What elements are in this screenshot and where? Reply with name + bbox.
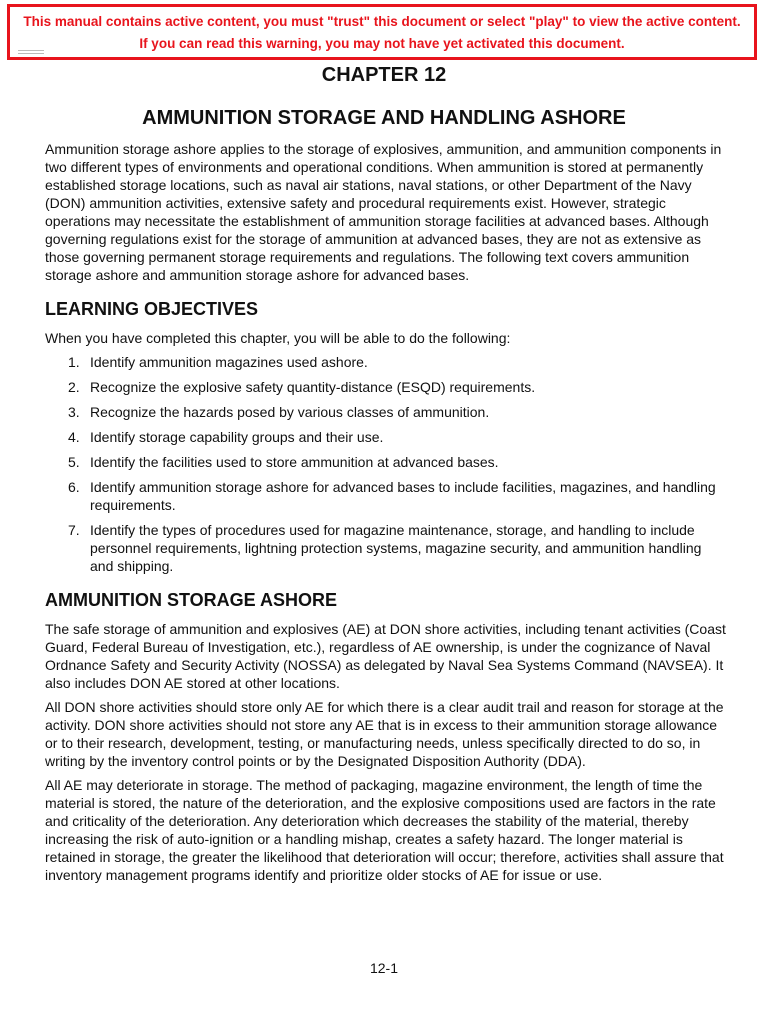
storage-paragraph-3: All AE may deteriorate in storage. The method of packaging, magazine environment, the length of time the material is stored, the nature of the deterioration, and the explosive compositions used are factors in the rate and criticality of the deterioration. Any deterioration which decreases the stability of the material, thereby increasing the risk of auto-ignition or a handling mishap, creates a safety hazard. The longer material is retained in storage, the greater the likelihood that deterioration will occur; therefore, activities shall assure that inventory management programs identify and prioritize older stocks of AE for issue or use. — [45, 777, 724, 883]
storage-paragraph-1: The safe storage of ammunition and explosives (AE) at DON shore activities, including tenant activities (Coast Guard, Federal Bureau of Investigation, etc.), regardless of AE ownership, is under the cognizance of Naval Ordnance Safety and Security Activity (NOSSA) as delegated by Naval Sea Systems Command (NAVSEA). It also includes DON AE stored at other locations. — [45, 621, 726, 691]
chapter-title: AMMUNITION STORAGE AND HANDLING ASHORE — [142, 107, 626, 129]
list-item-number: 2. — [68, 379, 80, 395]
storage-ashore-heading: AMMUNITION STORAGE ASHORE — [45, 590, 338, 610]
list-item-text: Identify ammunition storage ashore for advanced bases to include facilities, magazines, and handling requirements. — [90, 479, 716, 513]
list-item-number: 4. — [68, 429, 80, 445]
list-item — [45, 453, 727, 471]
objectives-lead: When you have completed this chapter, you will be able to do the following: — [45, 330, 511, 346]
objectives-list — [45, 353, 727, 575]
list-item-text: Identify the facilities used to store ammunition at advanced bases. — [90, 454, 499, 470]
list-item — [45, 428, 727, 446]
list-item — [45, 378, 727, 396]
list-item-text: Identify ammunition magazines used ashore. — [90, 354, 368, 370]
chapter-number: CHAPTER 12 — [321, 64, 447, 86]
warning-line-2: If you can read this warning, you may not have yet activated this document. — [139, 36, 625, 51]
list-item-number: 5. — [68, 454, 80, 470]
storage-paragraph-2: All DON shore activities should store only AE for which there is a clear audit trail and reason for storage at the activity. DON shore activities should not store any AE that is in excess to their ammunition storage allowance or to their research, development, testing, or manufacturing needs, unless specifically directed to do so, in writing by the inventory control points or by the Designated Disposition Authority (DDA). — [45, 699, 724, 769]
list-item-text: Recognize the hazards posed by various classes of ammunition. — [90, 404, 490, 420]
list-item-number: 3. — [68, 404, 80, 420]
warning-line-1: This manual contains active content, you must "trust" this document or select "play" to view the active content. — [23, 14, 741, 29]
list-item — [45, 403, 727, 421]
active-content-warning-banner — [7, 4, 757, 60]
intro-paragraph: Ammunition storage ashore applies to the storage of explosives, ammunition, and ammunition components in two different types of environments and operational conditions. When ammunition is stored at permanently established storage locations, such as naval air stations, naval stations, or other Department of the Navy (DON) ammunition activities, extensive safety and procedural requirements exist. However, strategic operations may necessitate the establishment of ammunition storage facilities at advanced bases. Although governing regulations exist for the storage of ammunition at advanced bases, they are not as extensive as those governing permanent storage requirements and regulations. The following text covers ammunition storage ashore and ammunition storage ashore for advanced bases. — [45, 141, 722, 283]
list-item-text: Recognize the explosive safety quantity-distance (ESQD) requirements. — [90, 379, 536, 395]
page-number: 12-1 — [369, 960, 399, 976]
learning-objectives-heading: LEARNING OBJECTIVES — [45, 299, 259, 319]
list-item — [45, 353, 727, 371]
list-item — [45, 521, 727, 575]
list-item-text: Identify storage capability groups and their use. — [90, 429, 384, 445]
form-field-stub-icon — [18, 50, 44, 54]
list-item-number: 1. — [68, 354, 80, 370]
list-item-text: Identify the types of procedures used for magazine maintenance, storage, and handling to include personnel requirements, lightning protection systems, magazine security, and ammunition handling and shipping. — [90, 522, 702, 574]
list-item-number: 6. — [68, 479, 80, 495]
list-item-number: 7. — [68, 522, 80, 538]
list-item — [45, 478, 727, 514]
document-body — [45, 140, 727, 890]
